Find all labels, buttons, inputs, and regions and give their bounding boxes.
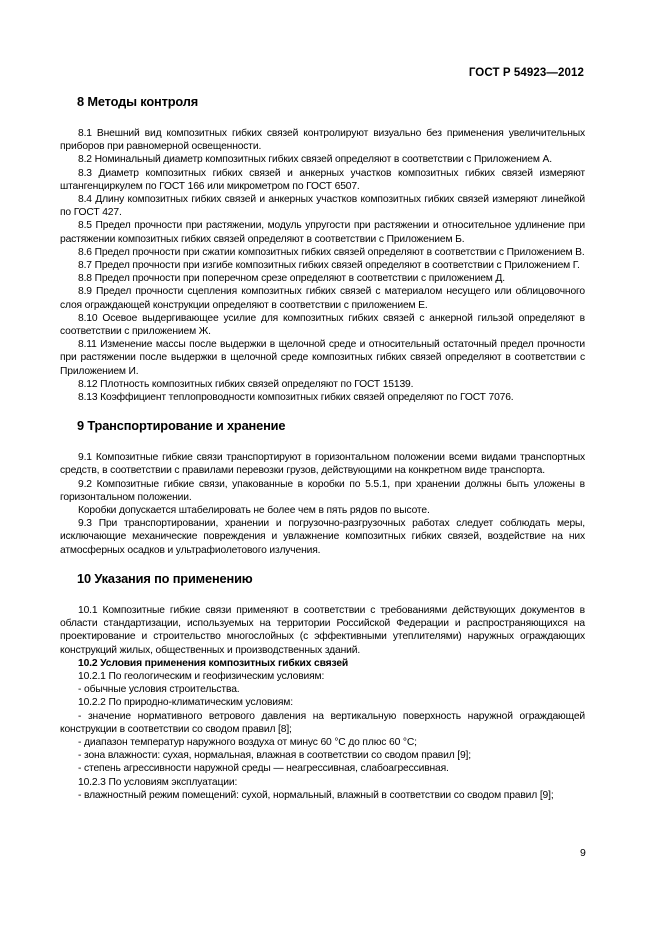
paragraph-8-4: 8.4 Длину композитных гибких связей и анкерных участков композитных гибких связей измеряют линейкой по ГОСТ 427. xyxy=(60,194,585,219)
paragraph-9-1: 9.1 Композитные гибкие связи транспортируют в горизонтальном положении всеми видами транспортных средств, в соответствии с правилами перевозки грузов, действующими на конкретном виде транспорта. xyxy=(60,452,585,477)
paragraph-8-13: 8.13 Коэффициент теплопроводности композитных гибких связей определяют по ГОСТ 7076. xyxy=(78,392,514,404)
paragraph-8-3: 8.3 Диаметр композитных гибких связей и анкерных участков композитных гибких связей измеряют штангенциркулем по ГОСТ 166 или микрометром по ГОСТ 6507. xyxy=(60,167,585,192)
subsection-10-2-title: 10.2 Условия применения композитных гибких связей xyxy=(78,657,349,669)
paragraph-9-2-note: Коробки допускается штабелировать не более чем в пять рядов по высоте. xyxy=(78,505,430,517)
paragraph-8-9: 8.9 Предел прочности сцепления композитных гибких связей с материалом несущего или облицовочного слоя ограждающей конструкции определяют в соответствии с приложением Е. xyxy=(60,286,585,311)
paragraph-9-3: 9.3 При транспортировании, хранении и погрузочно-разгрузочных работах следует соблюдать меры, исключающие механические повреждения и увлажнение композитных гибких связей, воздействие на них атмосферных осадков и ультрафиолетового излучения. xyxy=(60,518,585,556)
item-10-2-2: 10.2.2 По природно-климатическим условиям: xyxy=(78,697,293,709)
paragraph-8-2: 8.2 Номинальный диаметр композитных гибких связей определяют в соответствии с Приложением А. xyxy=(78,154,552,166)
item-10-2-2-b: - диапазон температур наружного воздуха от минус 60 °С до плюс 60 °С; xyxy=(78,736,417,748)
paragraph-8-11: 8.11 Изменение массы после выдержки в щелочной среде и относительный остаточный предел прочности при растяжении после выдержки в щелочной среде композитных гибких связей определяют в соответствии с Приложением И. xyxy=(60,339,585,377)
paragraph-8-12: 8.12 Плотность композитных гибких связей определяют по ГОСТ 15139. xyxy=(78,378,414,390)
item-10-2-2-a: - значение нормативного ветрового давления на вертикальную поверхность наружной ограждающей конструкции в соответствии со сводом правил [8]; xyxy=(60,710,585,735)
paragraph-8-5: 8.5 Предел прочности при растяжении, модуль упругости при растяжении и относительное удлинение при растяжении композитных гибких связей определяют в соответствии с Приложением Б. xyxy=(60,220,585,245)
item-10-2-1-a: - обычные условия строительства. xyxy=(78,684,240,696)
paragraph-8-7: 8.7 Предел прочности при изгибе композитных гибких связей определяют в соответствии с Приложением Г. xyxy=(78,260,580,272)
section-10-title: 10 Указания по применению xyxy=(77,570,253,586)
item-10-2-3-a: - влажностный режим помещений: сухой, нормальный, влажный в соответствии со сводом правил [9]; xyxy=(78,789,554,801)
paragraph-8-6: 8.6 Предел прочности при сжатии композитных гибких связей определяют в соответствии с Приложением В. xyxy=(78,246,585,258)
page-number: 9 xyxy=(580,847,586,859)
paragraph-9-2: 9.2 Композитные гибкие связи, упакованные в коробки по 5.5.1, при хранении должны быть уложены в горизонтальном положении. xyxy=(60,478,585,503)
section-9-title: 9 Транспортирование и хранение xyxy=(77,418,286,434)
document-code-header: ГОСТ Р 54923—2012 xyxy=(468,67,584,79)
section-8-title: 8 Методы контроля xyxy=(77,94,199,109)
paragraph-8-1: 8.1 Внешний вид композитных гибких связей контролируют визуально без применения увеличительных приборов при равномерной освещенности. xyxy=(60,128,585,153)
paragraph-10-1: 10.1 Композитные гибкие связи применяют в соответствии с требованиями действующих документов в области стандартизации, используемых на территории Российской Федерации и распространяющихся на проектирование и строительство многослойных (с эффективными утеплителями) наружных ограждающих конструкций жилых, общественных и производственных зданий. xyxy=(60,604,585,656)
page-content xyxy=(60,94,585,802)
item-10-2-1: 10.2.1 По геологическим и геофизическим условиям: xyxy=(78,670,325,682)
paragraph-8-8: 8.8 Предел прочности при поперечном срезе определяют в соответствии с приложением Д. xyxy=(78,273,505,285)
item-10-2-2-d: - степень агрессивности наружной среды — неагрессивная, слабоагрессивная. xyxy=(78,763,449,775)
paragraph-8-10: 8.10 Осевое выдергивающее усилие для композитных гибких связей с анкерной гильзой определяют в соответствии с приложением Ж. xyxy=(60,312,585,338)
item-10-2-3: 10.2.3 По условиям эксплуатации: xyxy=(78,776,238,788)
item-10-2-2-c: - зона влажности: сухая, нормальная, влажная в соответствии со сводом правил [9]; xyxy=(78,750,471,762)
